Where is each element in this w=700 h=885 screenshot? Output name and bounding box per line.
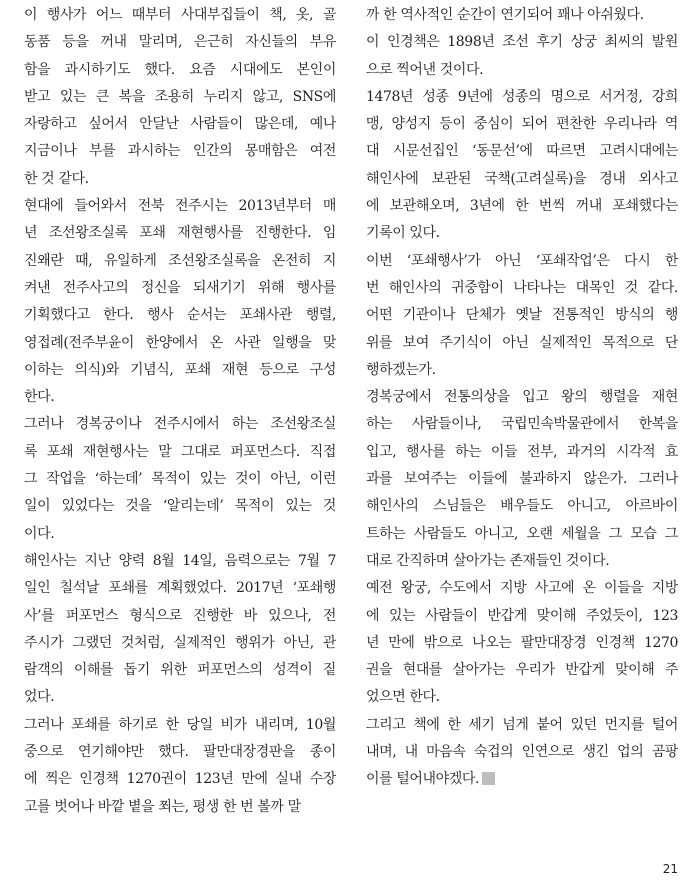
text-line-content: 입고, 행사를 하는 이들 전부, 과거의 시각적 효 — [366, 443, 678, 460]
text-line-content: 해인사에 보관된 국책(고려실록)을 경내 외사고 — [366, 170, 678, 187]
text-line-content: 자랑하고 싶어서 안달난 사람들이 많은데, 예나 — [24, 116, 336, 133]
text-line-content: 으로 찍어낸 것이다. — [366, 61, 484, 78]
text-line — [24, 630, 336, 657]
text-line-content: 이하는 의식)와 기념식, 포쇄 재현 등으로 구성 — [24, 361, 336, 378]
text-line — [24, 84, 336, 111]
text-line — [366, 603, 678, 630]
text-line-content: 위를 보여 주기식이 아닌 실제적인 목적으로 단 — [366, 334, 678, 351]
text-line-content: 진왜란 때, 유일하게 조선왕조실록을 온전히 지 — [24, 252, 336, 269]
text-line — [24, 712, 336, 739]
text-line — [24, 411, 336, 438]
text-line — [366, 712, 678, 739]
text-line-content: 일이 있었다는 것을 ‘알리는데’ 목적이 있는 것 — [24, 498, 336, 515]
text-line-content: 었으면 한다. — [366, 689, 440, 706]
text-line — [366, 466, 678, 493]
text-line-content: 그러나 경복궁이나 전주시에서 하는 조선왕조실 — [24, 416, 336, 433]
text-line — [366, 384, 678, 411]
text-line-content: 번 해인사의 귀중함이 나타나는 대목인 것 같다. — [366, 279, 678, 296]
text-line-content: 권을 현대를 살아가는 우리가 반갑게 맞이해 주 — [366, 662, 678, 679]
text-line-content: 람객의 이해를 돕기 위한 퍼포먼스의 성격이 짙 — [24, 662, 336, 679]
text-line — [366, 357, 678, 384]
text-line-content: 그러나 포쇄를 하기로 한 당일 비가 내리며, 10월 — [24, 716, 336, 733]
text-line-content: 이다. — [24, 525, 55, 542]
text-line — [24, 275, 336, 302]
text-line — [366, 193, 678, 220]
text-line-content: 한 것 같다. — [24, 170, 89, 187]
text-line — [366, 630, 678, 657]
text-line-content: 경복궁에서 전통의상을 입고 왕의 행렬을 재현 — [366, 389, 678, 406]
text-line — [24, 302, 336, 329]
text-line-content: 내며, 내 마음속 숙겁의 인연으로 생긴 업의 곰팡 — [366, 744, 678, 761]
text-line-content: 대 시문선집인 ‘동문선’에 따르면 고려시대에는 — [366, 143, 678, 160]
text-line — [24, 466, 336, 493]
text-line — [24, 521, 336, 548]
text-line — [24, 357, 336, 384]
text-line-content: 트하는 사람들도 아니고, 오랜 세월을 그 모습 그 — [366, 525, 678, 542]
text-line-content: 고를 벗어나 바깥 볕을 쬐는, 평생 한 번 볼까 말 — [24, 798, 301, 815]
right-text-column — [366, 2, 678, 794]
text-line-content: 하는 사람들이나, 국립민속박물관에서 한복을 — [366, 416, 678, 433]
text-line-content: 었다. — [24, 689, 55, 706]
text-line — [366, 29, 678, 56]
page-number: 21 — [662, 862, 678, 876]
text-line — [366, 138, 678, 165]
text-line — [366, 84, 678, 111]
text-line — [366, 166, 678, 193]
text-line-content: 기록이 있다. — [366, 225, 440, 242]
text-line — [366, 302, 678, 329]
end-of-article-square-icon — [482, 772, 495, 785]
text-line-content: 영접례(전주부윤이 한양에서 온 사관 일행을 맞 — [24, 334, 336, 351]
text-line-content: 에 있는 사람들이 반갑게 맞이해 주었듯이, 123 — [366, 607, 678, 624]
text-line-content: 예전 왕궁, 수도에서 지방 사고에 온 이들을 지방 — [366, 580, 678, 597]
text-line-content: 중으로 연기해야만 했다. 팔만대장경판을 종이 — [24, 744, 336, 761]
text-line — [24, 439, 336, 466]
text-line-content: 동품 등을 꺼내 말리며, 은근히 자신들의 부유 — [24, 34, 336, 51]
text-line — [366, 248, 678, 275]
text-line — [24, 2, 336, 29]
text-line-content: 사’를 퍼포먼스 형식으로 진행한 바 있으나, 전 — [24, 607, 336, 624]
text-line — [366, 684, 678, 711]
text-line — [366, 411, 678, 438]
text-line — [24, 384, 336, 411]
text-line-content: 과를 보여주는 이들에 불과하지 않은가. 그러나 — [366, 471, 678, 488]
text-line — [24, 330, 336, 357]
text-line — [366, 657, 678, 684]
text-line — [24, 548, 336, 575]
text-line — [24, 575, 336, 602]
text-line-content: 그리고 책에 한 세기 넘게 붙어 있던 먼지를 털어 — [366, 716, 678, 733]
text-line-content: 까 한 역사적인 순간이 연기되어 꽤나 아쉬웠다. — [366, 7, 644, 23]
text-line — [366, 2, 678, 29]
text-line-content: 함을 과시하기도 했다. 요즘 시대에도 본인이 — [24, 61, 336, 78]
text-line-content: 해인사는 지난 양력 8월 14일, 음력으로는 7월 7 — [24, 552, 336, 569]
text-line — [24, 111, 336, 138]
text-line-content: 록 포쇄 재현행사는 말 그대로 퍼포먼스다. 직접 — [24, 443, 336, 460]
text-line-content: 1478년 성종 9년에 성종의 명으로 서거정, 강희 — [366, 88, 678, 105]
text-line — [366, 111, 678, 138]
text-line-content: 행하겠는가. — [366, 361, 436, 378]
text-line-content: 주시가 그랬던 것처럼, 실제적인 행위가 아닌, 관 — [24, 634, 336, 651]
text-line-content: 어떤 기관이나 단체가 옛날 전통적인 방식의 행 — [366, 307, 678, 324]
text-line-content: 이를 털어내야겠다. — [366, 771, 480, 788]
text-line-content: 년 조선왕조실록 포쇄 재현행사를 진행한다. 임 — [24, 225, 336, 242]
text-line — [24, 248, 336, 275]
text-line — [24, 166, 336, 193]
text-line — [366, 57, 678, 84]
text-line-content: 그 작업을 ‘하는데’ 목적이 있는 것이 아닌, 이런 — [24, 471, 336, 488]
text-line — [24, 220, 336, 247]
text-line — [366, 439, 678, 466]
text-line-content: 켜낸 전주사고의 정신을 되새기기 위해 행사를 — [24, 279, 336, 296]
text-line-content: 년 만에 밖으로 나오는 팔만대장경 인경책 1270 — [366, 634, 678, 651]
text-line — [366, 575, 678, 602]
text-line — [366, 220, 678, 247]
text-line-content: 한다. — [24, 389, 55, 406]
text-line — [24, 766, 336, 793]
text-line — [366, 275, 678, 302]
text-line — [366, 330, 678, 357]
text-line-content: 이 인경책은 1898년 조선 후기 상궁 최씨의 발원 — [366, 34, 678, 51]
left-text-column — [24, 2, 336, 821]
text-line-content: 대로 간직하며 살아가는 존재들인 것이다. — [366, 552, 610, 569]
text-line — [24, 138, 336, 165]
text-line-content: 이번 ‘포쇄행사’가 아닌 ‘포쇄작업’은 다시 한 — [366, 252, 678, 269]
text-line — [366, 766, 678, 793]
text-line-content: 현대에 들어와서 전북 전주시는 2013년부터 매 — [24, 198, 336, 215]
text-line — [24, 57, 336, 84]
text-line-content: 받고 있는 큰 복을 조용히 누리지 않고, SNS에 — [24, 88, 336, 105]
text-line-content: 기획했다고 한다. 행사 순서는 포쇄사관 행렬, — [24, 307, 336, 324]
text-line-content: 지금이나 부를 과시하는 인간의 몽매함은 여전 — [24, 143, 336, 160]
text-line — [366, 548, 678, 575]
text-line — [24, 603, 336, 630]
text-line — [24, 493, 336, 520]
text-line-content: 에 찍은 인경책 1270권이 123년 만에 실내 수장 — [24, 771, 336, 788]
text-line — [366, 521, 678, 548]
text-line — [24, 684, 336, 711]
text-line-content: 일인 칠석날 포쇄를 계획했었다. 2017년 ‘포쇄행 — [24, 580, 336, 597]
text-line-content: 해인사의 스님들은 배우들도 아니고, 아르바이 — [366, 498, 678, 515]
text-line — [366, 493, 678, 520]
text-line-content: 이 행사가 어느 때부터 사대부집들이 책, 옷, 골 — [24, 7, 336, 23]
text-line — [366, 739, 678, 766]
text-line — [24, 794, 336, 821]
text-line-content: 에 보관해오며, 3년에 한 번씩 꺼내 포쇄했다는 — [366, 198, 678, 215]
text-line — [24, 657, 336, 684]
text-line — [24, 29, 336, 56]
text-line — [24, 739, 336, 766]
text-line-content: 맹, 양성지 등이 중심이 되어 편찬한 우리나라 역 — [366, 116, 678, 133]
text-line — [24, 193, 336, 220]
